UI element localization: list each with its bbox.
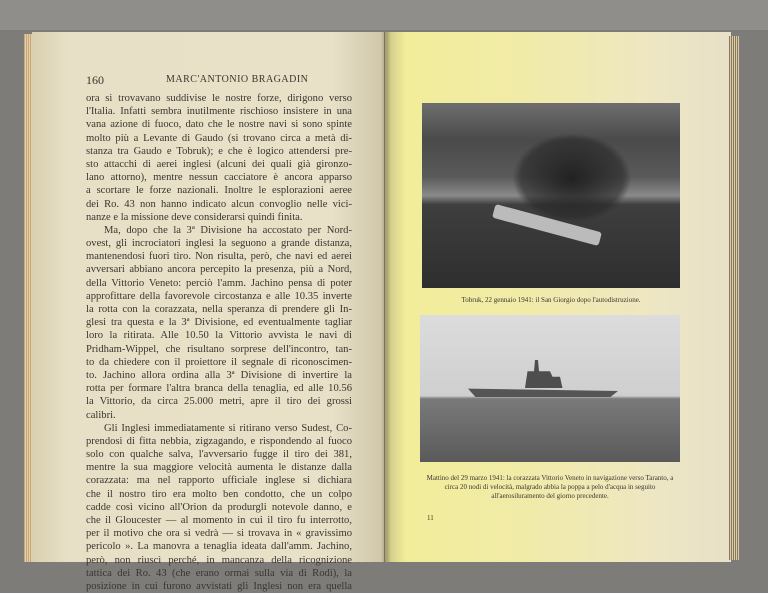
body-text	[86, 92, 352, 593]
text-line: pericolo ». La manovra a tenaglia ideata dall'amm. Jachino,	[86, 541, 352, 553]
signature-mark: 11	[427, 514, 434, 522]
running-head: MARC'ANTONIO BRAGADIN	[166, 74, 309, 85]
text-line: molto più a Levante di Gaudo (si trovano circa a metà di-	[86, 132, 352, 144]
text-line: approfittare della favorevole circostanza e alle 10.35 inverte	[86, 290, 352, 302]
text-line: ora si trovavano suddivise le nostre forze, dirigono verso	[86, 93, 352, 104]
text-line: corazzata: ma nel rapporto ufficiale inglese si dichiara	[86, 475, 352, 487]
text-line: prendosi di fitta nebbia, zigzagando, e rispondendo al fuoco	[86, 435, 352, 447]
text-line: la rotta con la corazzata, nella speranza di prendere gli In-	[86, 304, 352, 315]
ship-superstructure	[515, 360, 565, 388]
text-line: tattica dei Ro. 43 (che erano ormai sulla via di Rodi), la	[86, 567, 352, 579]
book-gutter	[381, 32, 391, 562]
text-line: sto attacchi di aerei inglesi (alcuni dei quali già gironzo-	[86, 158, 352, 170]
text-line: a scortare le forze nazionali. Inoltre le esplorazioni aeree	[86, 185, 352, 197]
right-page-edges	[729, 36, 739, 560]
text-line: la Vittorio, da circa 25.000 metri, apre il tiro dei grossi	[86, 396, 352, 408]
smoke	[512, 133, 632, 223]
page-header	[86, 73, 352, 89]
text-line: l'Italia. Infatti sembra inutilmente rischioso insistere in una	[86, 106, 352, 118]
page-number: 160	[86, 73, 104, 87]
text-line: vana azione di fuoco, dato che le nostre navi si sono spinte	[86, 119, 352, 131]
text-line: to. Jachino allora ordina alla 3ª Divisione di invertire la	[86, 369, 352, 381]
text-line: mentre la sua maggiore velocità aumenta le distanze dalla	[86, 462, 352, 474]
photo-caption-top: Tobruk, 22 gennaio 1941: il San Giorgio dopo l'autodistruzione.	[461, 296, 641, 304]
background	[0, 0, 768, 30]
text-line: calibri.	[86, 409, 116, 421]
photo-caption-bottom: Mattino del 29 marzo 1941: la corazzata Vittorio Veneto in navigazione verso Taranto, a circa 20 nodi di velocità, malgrado abbia la poppa a pelo d'acqua in seguito all'aerosiluramento del giorno precedente.	[426, 474, 674, 500]
text-line: avversari abbiano ancora percepito la presenza, più a Nord,	[86, 264, 352, 276]
text-line: to da chiedere con il proiettore il segnale di riconoscimen-	[86, 356, 352, 368]
photo-san-giorgio	[422, 103, 680, 288]
text-line: Gli Inglesi immediatamente si ritirano verso Sudest, Co-	[104, 422, 352, 434]
text-line: glesi tra questa e la 3ª Divisione, ed eventualmente tagliar	[86, 317, 352, 329]
text-line: lano attorno), mentre nessun cacciatore è ancora apparso	[86, 172, 352, 184]
text-line: che il Gloucester — al momento in cui il tiro fu interrotto,	[86, 515, 352, 526]
text-line: della Vittorio Veneto: perciò l'amm. Jachino pensa di poter	[86, 277, 352, 289]
text-line: cadde così vicino all'Orion da produrgli notevole danno, e	[86, 501, 352, 513]
text-line: posizione in cui furono avvistati gli Inglesi non era quella	[86, 580, 352, 592]
text-line: ovest, gli incrociatori inglesi la seguono a grande distanza,	[86, 238, 352, 250]
text-line: stanza tra Gaudo e Tobruk); e che è logico attendersi pre-	[86, 145, 352, 157]
text-line: però, non riuscì perché, in mancanza della ricognizione	[86, 554, 352, 566]
text-line: per il motivo che ora si vedrà — si trovava in « gravissimo	[86, 528, 352, 540]
text-line: rotta per formare l'altra branca della tenaglia, ed alle 10.56	[86, 383, 352, 395]
text-line: che il nostro tiro era molto ben condotto, che un colpo	[86, 488, 352, 500]
text-line: solo con qualche salva, l'avversario fugge il tiro dei 381,	[86, 449, 352, 461]
text-line: loro la ritirata. Alle 10.50 la Vittorio avvista le navi di	[86, 330, 352, 342]
text-line: dei Ro. 43 non hanno indicato alcun convoglio nelle vici-	[86, 198, 352, 210]
text-line: Pridham-Wippel, che risultano sorprese dell'incontro, tan-	[86, 343, 352, 355]
text-line: Ma, dopo che la 3ª Divisione ha accostato per Nord-	[104, 224, 352, 236]
photo-vittorio-veneto	[420, 315, 680, 462]
text-line: nanze e la missione deve considerarsi quindi finita.	[86, 211, 303, 223]
text-line: mantenendosi fuori tiro. Non risulta, però, che navi ed aerei	[86, 251, 352, 263]
